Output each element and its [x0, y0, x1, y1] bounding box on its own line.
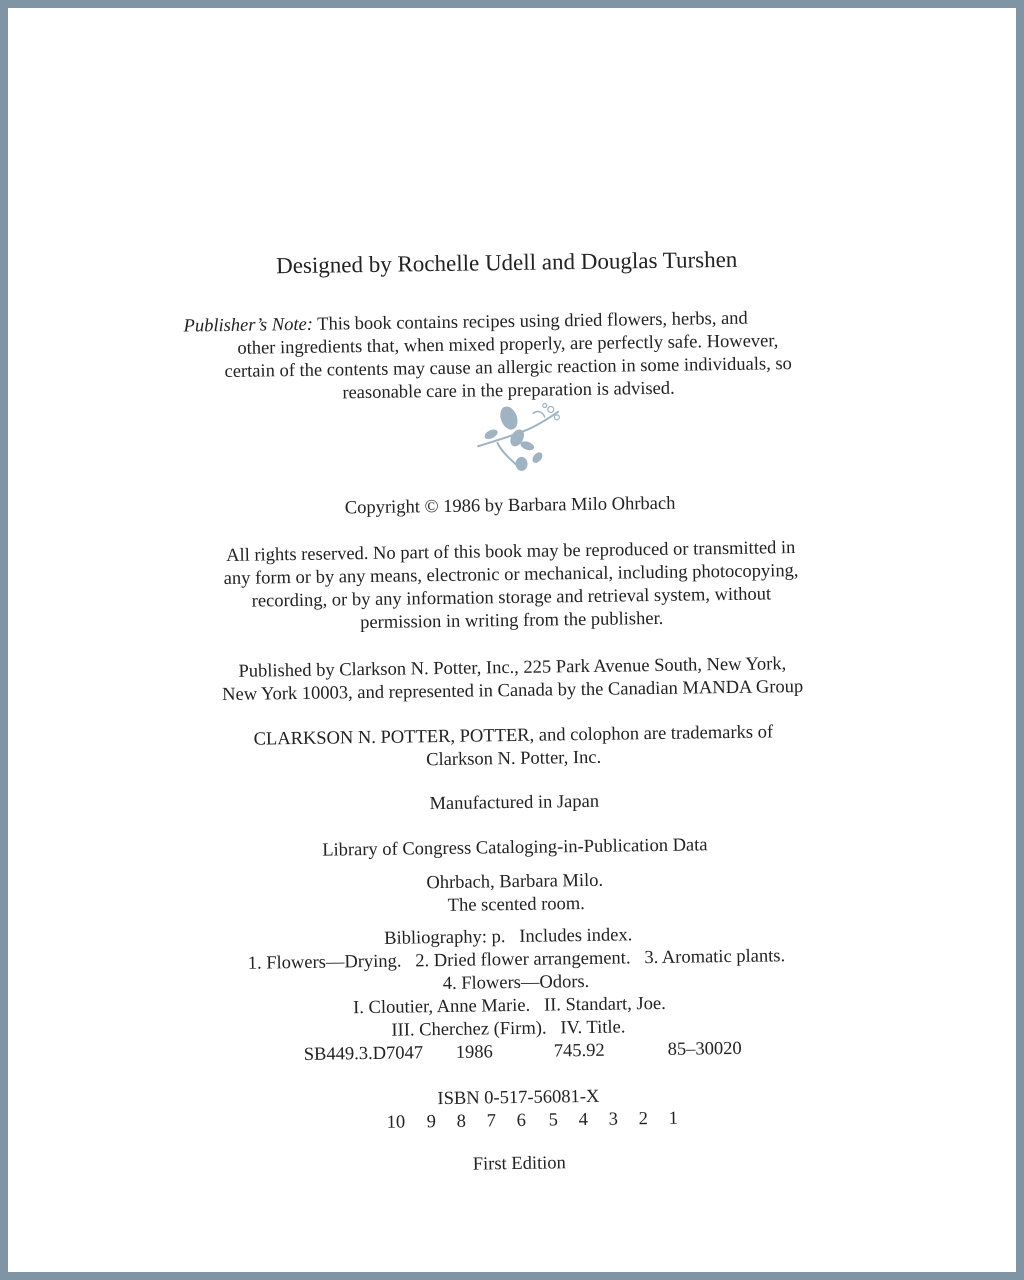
floral-sprig-icon [467, 399, 568, 475]
publisher-line-1: Published by Clarkson N. Potter, Inc., 225 Park Avenue South, New York, [238, 654, 787, 682]
cip-subjects-1: 1. Flowers—Drying. 2. Dried flower arrangement. 3. Aromatic plants. [247, 946, 786, 974]
manufactured-line: Manufactured in Japan [429, 791, 600, 815]
rights-line-1: All rights reserved. No part of this book may be reproduced or transmitted in [226, 538, 796, 566]
publishers-note-line-3: certain of the contents may cause an allergic reaction in some individuals, so [224, 354, 792, 382]
printing-number: 7 [486, 1111, 497, 1132]
cip-bibliography: Bibliography: p. Includes index. [384, 925, 633, 949]
printing-number: 1 [668, 1108, 679, 1129]
printing-number: 3 [608, 1109, 619, 1130]
printing-number: 4 [578, 1109, 589, 1131]
printing-number: 8 [456, 1111, 467, 1132]
isbn-line: ISBN 0-517-56081-X [437, 1086, 600, 1110]
printing-number: 2 [638, 1109, 649, 1130]
cip-subjects-2: 4. Flowers—Odors. [442, 971, 590, 994]
printing-number: 10 [386, 1112, 406, 1133]
trademark-line-2: Clarkson N. Potter, Inc. [426, 747, 602, 771]
cip-year: 1986 [455, 1042, 493, 1063]
edition-line: First Edition [472, 1153, 566, 1175]
printing-number: 6 [516, 1110, 527, 1131]
book-page [8, 8, 1016, 1272]
publishers-note-label: Publisher’s Note: [183, 314, 314, 337]
publishers-note-line-4: reasonable care in the preparation is advised. [342, 378, 675, 404]
cip-heading: Library of Congress Cataloging-in-Publication Data [322, 835, 708, 861]
publishers-note-line-2: other ingredients that, when mixed properly, are perfectly safe. However, [237, 331, 779, 359]
copyright-line: Copyright © 1986 by Barbara Milo Ohrbach [344, 493, 676, 519]
cip-author: Ohrbach, Barbara Milo. [426, 870, 604, 894]
publisher-line-2: New York 10003, and represented in Canada by the Canadian MANDA Group [222, 676, 804, 706]
printing-number: 9 [426, 1112, 437, 1133]
rights-line-3: recording, or by any information storage and retrieval system, without [251, 584, 772, 612]
publishers-note-text-1: This book contains recipes using dried flowers, herbs, and [317, 308, 748, 335]
cip-lccn: 85–30020 [667, 1038, 742, 1060]
cip-dewey: 745.92 [553, 1040, 605, 1062]
cip-title: The scented room. [447, 894, 586, 916]
cip-added-1: I. Cloutier, Anne Marie. II. Standart, Joe. [352, 993, 666, 1019]
cip-added-2: III. Cherchez (Firm). IV. Title. [391, 1017, 626, 1041]
copyright-page-content [0, 1, 1024, 1279]
designer-credit: Designed by Rochelle Udell and Douglas Turshen [275, 246, 738, 279]
printing-number: 5 [548, 1110, 559, 1131]
trademark-line-1: CLARKSON N. POTTER, POTTER, and colophon are trademarks of [253, 722, 774, 750]
cip-call-number: SB449.3.D7047 [303, 1043, 424, 1065]
rights-line-2: any form or by any means, electronic or mechanical, including photocopying, [223, 560, 799, 590]
rights-line-4: permission in writing from the publisher. [360, 608, 664, 634]
